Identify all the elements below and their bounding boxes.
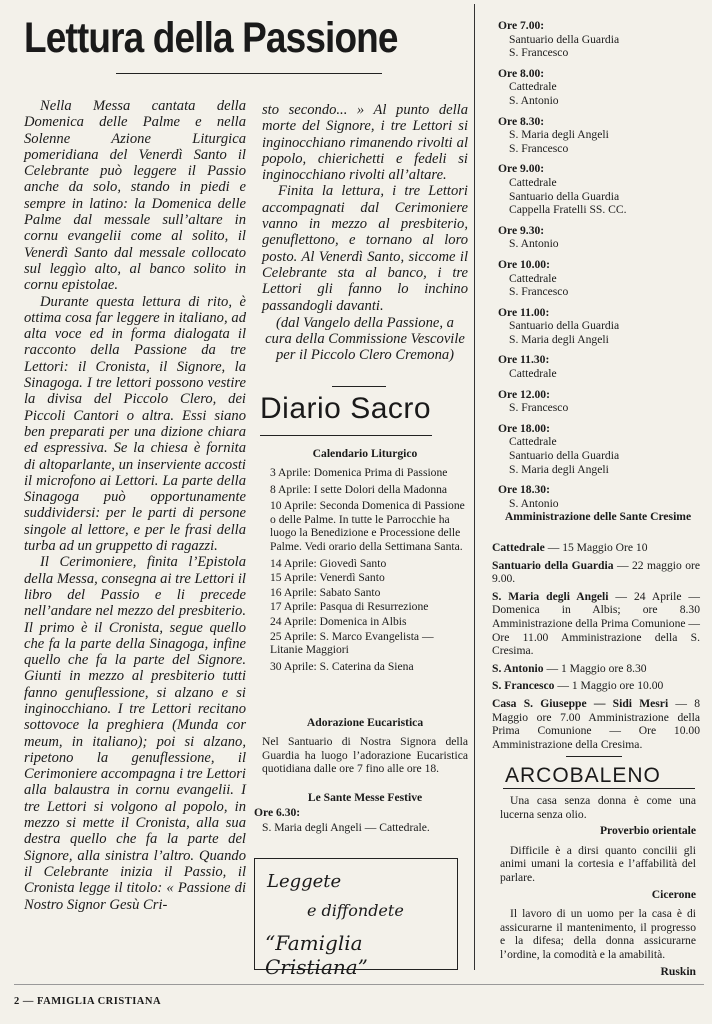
calendar-item: 3 Aprile: Domenica Prima di Passione xyxy=(270,466,448,479)
schedule-place: Cappella Fratelli SS. CC. xyxy=(509,203,627,217)
promo-line: e diffondete xyxy=(307,901,404,920)
schedule-slot xyxy=(498,162,698,216)
schedule-place: Cattedrale xyxy=(509,175,557,189)
page-title: Lettura della Passione xyxy=(24,14,398,62)
cresime-item xyxy=(492,590,700,658)
cresime-details: — 15 Maggio Ore 10 xyxy=(544,541,648,554)
cresime-item xyxy=(492,697,700,751)
schedule-time: Ore 18.00: xyxy=(498,421,550,435)
schedule-place: Santuario della Guardia xyxy=(509,189,620,203)
arcobaleno-underline xyxy=(503,788,695,789)
cresime-item xyxy=(492,541,700,555)
intro-column-2 xyxy=(262,102,468,364)
schedule-place: Cattedrale xyxy=(509,80,557,94)
cresime-item xyxy=(492,679,700,693)
footer-rule xyxy=(14,984,704,985)
masses-heading: Le Sante Messe Festive xyxy=(307,791,423,804)
schedule-slot xyxy=(498,306,698,347)
schedule-time: Ore 9.30: xyxy=(498,223,545,237)
quote-text: Difficile è a dirsi quanto concilii gli animi umani la cortesia e l’affabilità del parlare. xyxy=(500,843,696,884)
intro-paragraph: Nella Messa cantata della Domenica delle Palme e nella Solenne Azione Liturgica pomeridiana del Venerdì Santo il Celebrante può leggere il Passio anche da solo, stando in piedi e sempre in latino: la Domenica delle Palme dal messale sull’altare in cornu evangelii come al solito, il Venerdì Santo dal messale collocato sul leggìo alto, al banco solito in cornu epistolae. xyxy=(24,98,246,294)
schedule-place: Santuario della Guardia xyxy=(509,319,620,333)
schedule-place: Cattedrale xyxy=(509,435,557,449)
cresime-details: — 1 Maggio ore 10.00 xyxy=(554,679,664,693)
promo-box xyxy=(254,858,458,979)
section-divider xyxy=(332,386,386,387)
schedule-time: Ore 7.00: xyxy=(498,19,545,32)
cresime-item xyxy=(492,559,700,586)
intro-source: (dal Vangelo della Passione, a cura della Commissione Vescovile per il Piccolo Clero Cremona) xyxy=(265,314,465,364)
cresime-place: S. Maria degli Angeli xyxy=(492,589,609,603)
schedule-slot xyxy=(498,258,698,299)
schedule-slot xyxy=(498,224,698,251)
schedule-place: S. Francesco xyxy=(509,141,569,155)
promo-line: Leggete xyxy=(267,871,342,892)
intro-paragraph: sto secondo... » Al punto della morte del Signore, i tre Lettori si inginocchiano rimanendo rivolti al popolo, chierichetti e fedeli si inginocchiano rivolti all’altare. xyxy=(262,102,468,184)
cresime-place: S. Francesco xyxy=(492,679,555,693)
mass-places: S. Maria degli Angeli — Cattedrale. xyxy=(262,821,430,834)
quote-author: Ruskin xyxy=(660,964,696,978)
schedule-place: Santuario della Guardia xyxy=(509,449,620,463)
schedule-slot xyxy=(498,19,698,60)
cresime-list xyxy=(492,541,700,755)
schedule-place: S. Francesco xyxy=(509,285,569,299)
schedule-time: Ore 9.00: xyxy=(498,162,545,176)
cresime-place: Cattedrale xyxy=(492,541,545,554)
intro-paragraph: Il Cerimoniere, finita l’Epistola della Messa, consegna ai tre Lettori il libro del Passio e li precede nell’andare nel mezzo del presbiterio. Il primo è il Cronista, segue quello che fa la parte della Sinagoga, infine quello che fa la parte del Signore. Giunti in mezzo al presbiterio tutti fanno genuflessione, si alzano e si inginocchiano. I tre Lettori recitano sottovoce la preghiera (Munda cor meum, in italiano); poi si alzano, ripetono la genuflessione, il Cerimoniere accompagna i tre Lettori alla balaustra in cornu evangelii. I tre Lettori si volgono al popolo, in mezzo si mette il Cronista, alla sua destra quello che fa la parte del Signore, alla sinistra l’altro. Quando il Celebrante inizia il Passio, il Cronista legge il titolo: « Passione di Nostro Signor Gesù Cri- xyxy=(24,554,246,913)
cresime-details: — 1 Maggio ore 8.30 xyxy=(543,661,647,675)
schedule-time: Ore 11.00: xyxy=(498,305,550,319)
schedule-place: S. Maria degli Angeli xyxy=(509,462,609,476)
arcobaleno-title: ARCOBALENO xyxy=(505,764,661,787)
schedule-place: Santuario della Guardia xyxy=(509,32,620,46)
title-divider xyxy=(116,73,382,74)
schedule-slot xyxy=(498,67,698,108)
adoration-text: Nel Santuario di Nostra Signora della Guardia ha luogo l’adorazione Eucaristica quotidiana dalle ore 7 fino alle ore 18. xyxy=(262,735,468,776)
diario-title: Diario Sacro xyxy=(260,392,432,425)
promo-line: “Famiglia Cristiana” xyxy=(265,931,368,979)
schedule-time: Ore 8.30: xyxy=(498,114,545,128)
adoration-heading: Adorazione Eucaristica xyxy=(306,716,424,729)
schedule-time: Ore 18.30: xyxy=(498,483,550,497)
calendar-item: 25 Aprile: S. Marco Evangelista — Litanie Maggiori xyxy=(270,629,434,657)
schedule-slot xyxy=(498,115,698,156)
cresime-details: — 8 Maggio ore 7.00 Amministrazione della Prima Comunione — Ore 10.00 Amministrazione della Cresima. xyxy=(492,696,701,751)
calendar-item: 14 Aprile: Giovedì Santo xyxy=(270,556,387,570)
schedule-slot xyxy=(498,388,698,415)
schedule-place: Cattedrale xyxy=(509,367,557,381)
cresime-item xyxy=(492,662,700,676)
calendar-item: 16 Aprile: Sabato Santo xyxy=(270,585,381,599)
schedule-place: S. Maria degli Angeli xyxy=(509,332,609,346)
schedule-time: Ore 10.00: xyxy=(498,257,550,271)
schedule-place: S. Maria degli Angeli xyxy=(509,128,609,142)
schedule-slot xyxy=(498,422,698,476)
schedule-place: S. Antonio xyxy=(509,237,559,251)
cresime-place: Santuario della Guardia xyxy=(492,558,614,572)
intro-column-1 xyxy=(24,98,246,913)
intro-paragraph: Finita la lettura, i tre Lettori accompagnati dal Cerimoniere vanno in mezzo al presbiterio, genuflettono, e tornano al loro posto. Al Venerdì Santo, siccome il Celebrante sta al banco, i tre Lettori gli fanno lo inchino passandogli davanti. xyxy=(262,183,468,314)
quote-text: Una casa senza donna è come una lucerna senza olio. xyxy=(500,794,696,821)
calendar-item: 24 Aprile: Domenica in Albis xyxy=(270,614,407,628)
mass-time: Ore 6.30: xyxy=(254,806,301,819)
schedule-place: S. Francesco xyxy=(509,46,569,60)
cresime-place: S. Antonio xyxy=(492,661,544,675)
schedule-time: Ore 8.00: xyxy=(498,66,545,80)
section-divider xyxy=(566,756,622,757)
cresime-details: — 22 maggio ore 9.00. xyxy=(492,558,700,586)
mass-schedule xyxy=(498,19,698,517)
quote-author: Proverbio orientale xyxy=(599,824,696,838)
calendar-item: 17 Aprile: Pasqua di Resurrezione xyxy=(270,600,429,614)
page-footer: 2 — FAMIGLIA CRISTIANA xyxy=(14,996,162,1007)
intro-paragraph: Durante questa lettura di rito, è ottima cosa far leggere in italiano, ad alta voce ed in forma dialogata il racconto della Passione da tre Lettori: il Cronista, il Signore, la Sinagoga. I tre lettori possono vestire la divisa del Piccolo Clero, dei Piccoli Cantori o altra. Essi siano ben preparati per una dizione chiara ed espressiva. Se la chiesa è fornita di altoparlante, un inserviente accosti il microfono ai Lettori. La parte della Sinagoga può opportunamente suddividersi: per le parti di persone singole al lettore, e per le frasi della turba ad un gruppetto di ragazzi. xyxy=(24,293,246,555)
arcobaleno-quotes xyxy=(500,794,696,984)
schedule-place: S. Francesco xyxy=(509,401,569,415)
quote-author: Cicerone xyxy=(651,887,696,901)
schedule-time: Ore 11.30: xyxy=(498,353,550,367)
quote-text: Il lavoro di un uomo per la casa è di assicurarne il mantenimento, il progresso e la difesa; della donna assicurarne l’ordine, la comodità e la amabilità. xyxy=(500,907,696,961)
calendar-item: 30 Aprile: S. Caterina da Siena xyxy=(270,659,414,673)
cresime-heading: Amministrazione delle Sante Cresime xyxy=(504,510,692,523)
calendar-heading: Calendario Liturgico xyxy=(312,447,418,460)
schedule-place: S. Antonio xyxy=(509,496,559,510)
schedule-slot xyxy=(498,483,698,510)
schedule-time: Ore 12.00: xyxy=(498,387,550,401)
calendar-item: 10 Aprile: Seconda Domenica di Passione o delle Palme. In tutte le Parrocchie ha luogo la Benedizione e Processione delle Palme. Vedi orario della Settimana Santa. xyxy=(270,499,465,553)
calendar-item: 8 Aprile: I sette Dolori della Madonna xyxy=(270,482,448,496)
diario-underline xyxy=(260,435,432,436)
cresime-place: Casa S. Giuseppe — Sidi Mesri xyxy=(492,696,669,710)
schedule-place: S. Antonio xyxy=(509,93,559,107)
cresime-details: — 24 Aprile — Domenica in Albis; ore 8.30 Amministrazione della Prima Comunione — Ore 11.00 Amministrazione della S. Cresima. xyxy=(492,589,701,658)
schedule-slot xyxy=(498,353,698,380)
schedule-place: Cattedrale xyxy=(509,271,557,285)
calendar-item: 15 Aprile: Venerdì Santo xyxy=(270,571,385,585)
calendar-list xyxy=(262,466,468,676)
column-divider-right xyxy=(474,4,475,970)
